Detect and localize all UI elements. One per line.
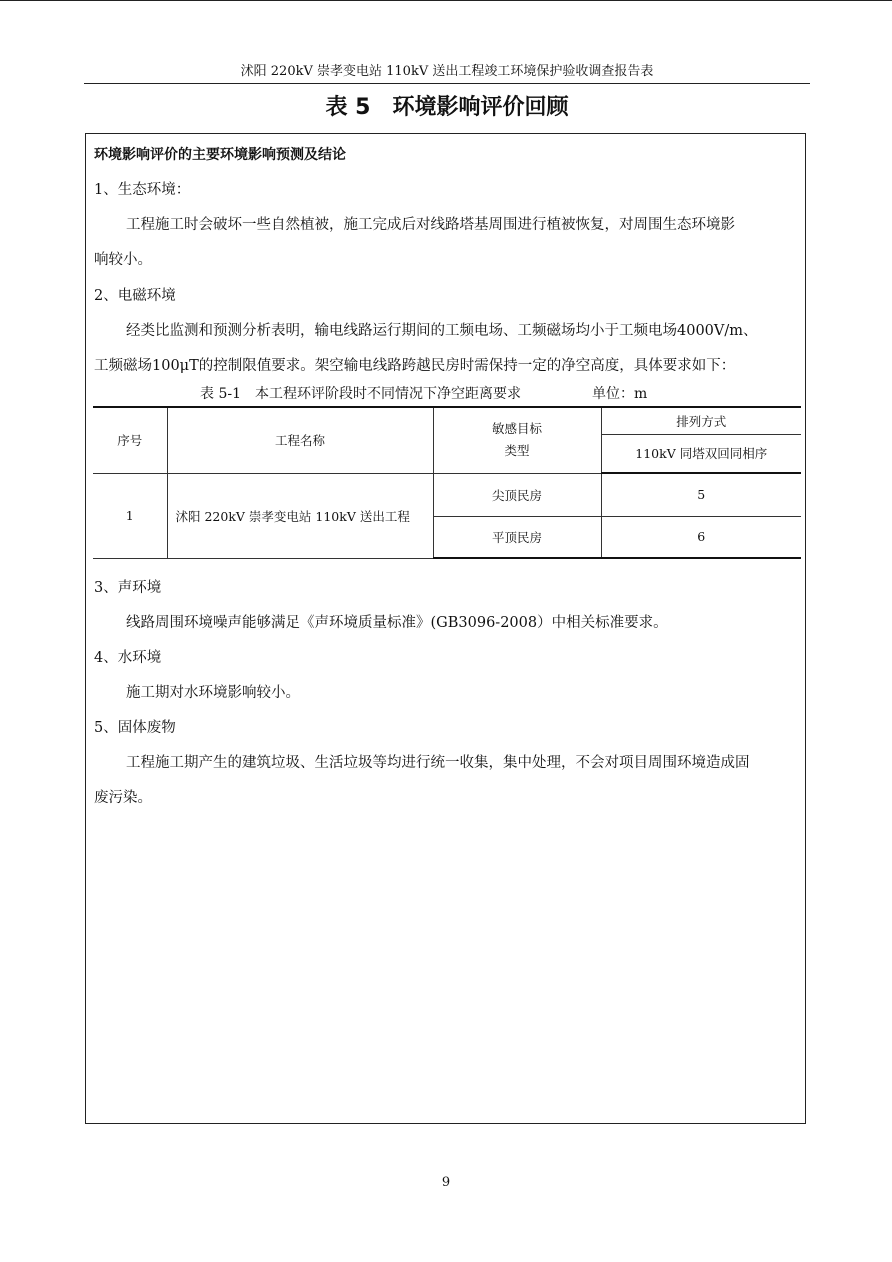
- clearance-table: [93, 406, 801, 559]
- waste-text-line1: 工程施工期产生的建筑垃圾、生活垃圾等均进行统一收集，集中处理，不会对项目周围环境造成固: [126, 755, 750, 771]
- page-number: 9: [441, 1175, 451, 1190]
- running-header: 沭阳 220kV 崇孝变电站 110kV 送出工程竣工环境保护验收调查报告表: [240, 64, 654, 79]
- row-clearance-value: 6: [601, 516, 801, 558]
- table-unit: 单位：m: [592, 386, 648, 402]
- table-caption: 表 5-1 本工程环评阶段时不同情况下净空距离要求: [200, 386, 521, 402]
- header-target-line2: 类型: [504, 443, 530, 459]
- header-project-name: 工程名称: [167, 407, 433, 473]
- waste-heading: 5、固体废物: [94, 720, 176, 736]
- row-target-type: 尖顶民房: [433, 473, 601, 516]
- row-project-name: 沭阳 220kV 崇孝变电站 110kV 送出工程: [167, 473, 433, 558]
- water-heading: 4、水环境: [94, 650, 162, 666]
- noise-text: 线路周围环境噪声能够满足《声环境质量标准》(GB3096-2008）中相关标准要求。: [126, 615, 668, 631]
- header-arrangement: 排列方式: [601, 407, 801, 434]
- row-target-type: 平顶民房: [433, 516, 601, 558]
- table-row: [93, 473, 801, 516]
- water-text: 施工期对水环境影响较小。: [126, 685, 300, 701]
- header-seq: 序号: [93, 407, 167, 473]
- header-rule: [84, 83, 810, 84]
- section-heading: 环境影响评价的主要环境影响预测及结论: [94, 147, 346, 163]
- em-text-line2: 工频磁场100μT的控制限值要求。架空输电线路跨越民房时需保持一定的净空高度，具体要求如下：: [94, 358, 736, 374]
- ecology-text-line1: 工程施工时会破坏一些自然植被，施工完成后对线路塔基周围进行植被恢复，对周围生态环境影: [126, 217, 735, 233]
- header-arrangement-sub: 110kV 同塔双回同相序: [601, 434, 801, 473]
- header-target-line1: 敏感目标: [491, 421, 542, 437]
- ecology-heading: 1、生态环境：: [94, 182, 191, 198]
- row-seq: 1: [93, 473, 167, 558]
- em-text-line1: 经类比监测和预测分析表明，输电线路运行期间的工频电场、工频磁场均小于工频电场4000V/m、: [126, 323, 758, 339]
- noise-heading: 3、声环境: [94, 580, 162, 596]
- ecology-text-line2: 响较小。: [94, 252, 152, 268]
- page-title: 表 5 环境影响评价回顾: [325, 95, 569, 120]
- em-heading: 2、电磁环境: [94, 288, 176, 304]
- waste-text-line2: 废污染。: [94, 790, 152, 806]
- header-target-type: [433, 407, 601, 473]
- top-border-rule: [0, 0, 892, 1]
- row-clearance-value: 5: [601, 473, 801, 516]
